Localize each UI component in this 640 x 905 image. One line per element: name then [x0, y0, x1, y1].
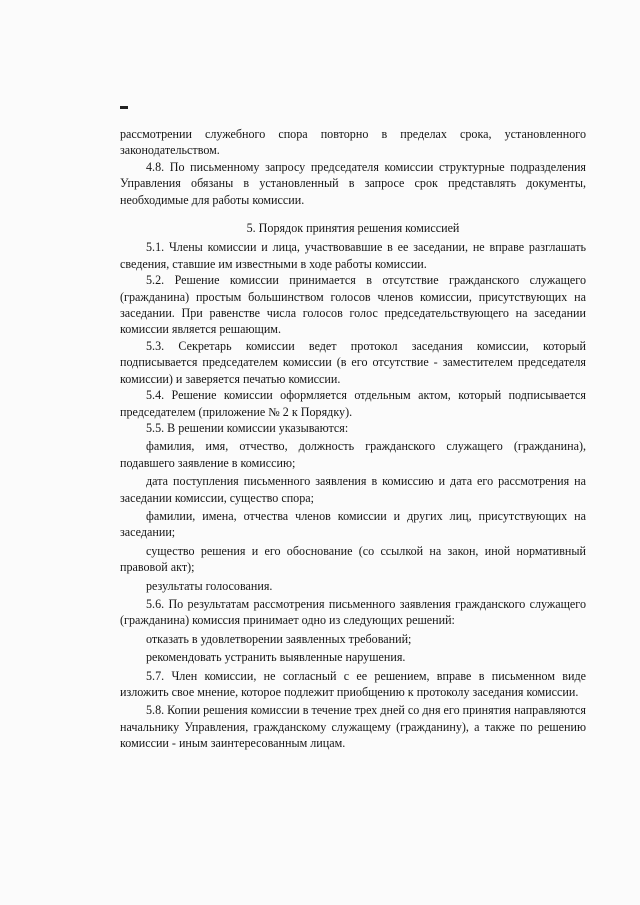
list-item: фамилия, имя, отчество, должность гражданского служащего (гражданина), подавшего заявление в комиссию;	[120, 439, 586, 470]
list-item: фамилии, имена, отчества членов комиссии и других лиц, присутствующих на заседании;	[120, 508, 586, 540]
list-item: дата поступления письменного заявления в комиссию и дата его рассмотрения на заседании комиссии, существо спора;	[120, 474, 586, 505]
intro-paragraph: 4.8. По письменному запросу председателя комиссии структурные подразделения Управления обязаны в установленный в запросе срок представлять документы, необходимые для работы комиссии.	[120, 159, 586, 207]
paragraph: 5.2. Решение комиссии принимается в отсутствие гражданского служащего (гражданина) простым большинством голосов членов комиссии, присутствующих на заседании. При равенстве числа голосов голос председательствующего на заседании комиссии является решающим.	[120, 273, 586, 337]
list-item: существо решения и его обоснование (со ссылкой на закон, иной нормативный правовой акт);	[120, 543, 586, 575]
paragraph: 5.7. Член комиссии, не согласный с ее решением, вправе в письменном виде изложить свое мнение, которое подлежит приобщению к протоколу заседания комиссии.	[120, 668, 586, 699]
list-item: результаты голосования.	[146, 578, 273, 593]
document-body	[120, 126, 586, 752]
paragraph: 5.5. В решении комиссии указываются:	[146, 420, 349, 435]
page-marker	[120, 106, 128, 109]
list-item: отказать в удовлетворении заявленных требований;	[146, 631, 412, 646]
paragraph: 5.1. Члены комиссии и лица, участвовавшие в ее заседании, не вправе разглашать сведения, ставшие им известными в ходе работы комиссии.	[120, 240, 586, 271]
paragraph: 5.6. По результатам рассмотрения письменного заявления гражданского служащего (гражданина) комиссия принимает одно из следующих решений:	[120, 596, 586, 628]
paragraph: 5.8. Копии решения комиссии в течение трех дней со дня его принятия направляются начальнику Управления, гражданскому служащему (гражданину), а также по решению комиссии - иным заинтересованным лицам.	[120, 703, 586, 751]
paragraph: 5.3. Секретарь комиссии ведет протокол заседания комиссии, который подписывается председателем комиссии (в его отсутствие - заместителем председателя комиссии) и заверяется печатью комиссии.	[120, 338, 586, 386]
section-heading: 5. Порядок принятия решения комиссией	[246, 221, 460, 236]
intro-paragraph: рассмотрении служебного спора повторно в пределах срока, установленного законодательством.	[120, 127, 586, 158]
list-item: рекомендовать устранить выявленные нарушения.	[146, 650, 406, 665]
paragraph: 5.4. Решение комиссии оформляется отдельным актом, который подписывается председателем (приложение № 2 к Порядку).	[120, 388, 586, 419]
